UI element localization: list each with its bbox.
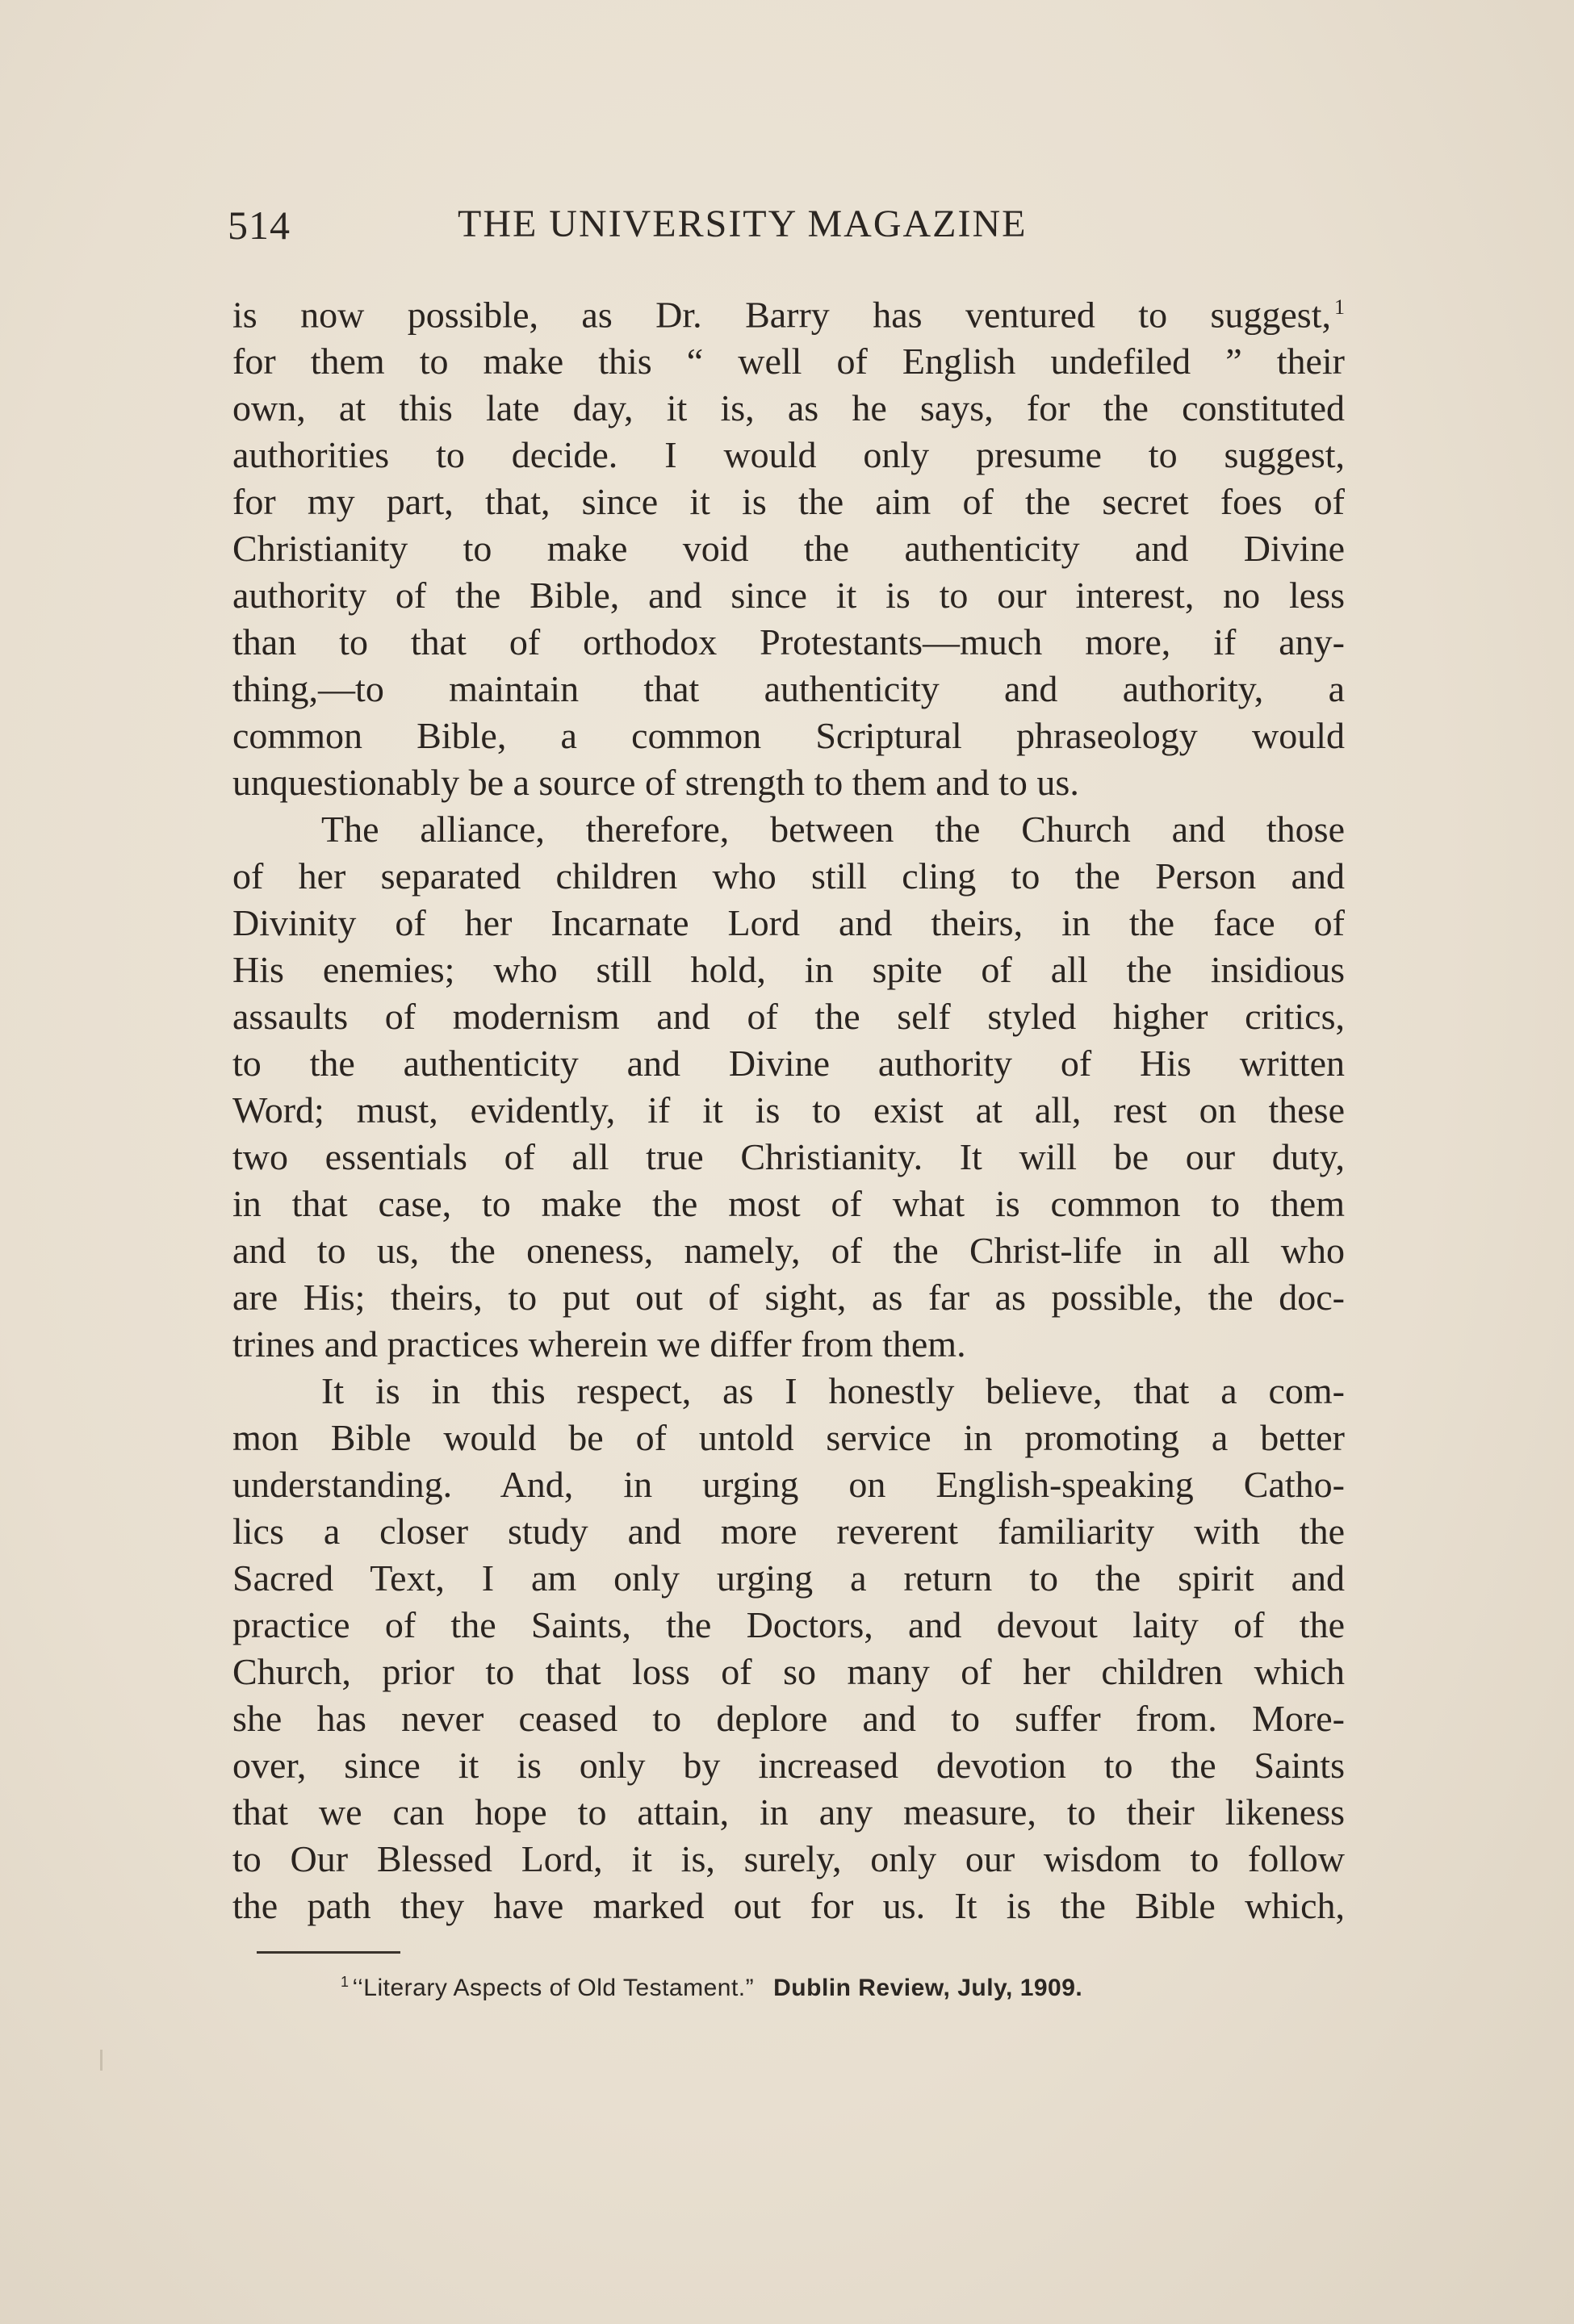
text-line: Divinity of her Incarnate Lord and theirs, in the face of [232, 902, 1345, 944]
paper-mark [100, 2050, 103, 2071]
footnote-title: ‘‘Literary Aspects of Old Testament.” [352, 1975, 755, 2001]
text-line: The alliance, therefore, between the Church and those [321, 809, 1345, 851]
text-line: and to us, the oneness, namely, of the Christ-life in all who [232, 1230, 1345, 1272]
body-text [232, 284, 1345, 1929]
text-line: assaults of modernism and of the self styled higher critics, [232, 996, 1345, 1038]
footnote-marker: 1 [341, 1974, 350, 1990]
text-line: Christianity to make void the authenticity and Divine [232, 528, 1345, 570]
text-line: lics a closer study and more reverent familiarity with the [232, 1511, 1345, 1553]
text-line: over, since it is only by increased devotion to the Saints [232, 1745, 1345, 1787]
text-line: is now possible, as Dr. Barry has ventured to suggest, $^1$ [232, 294, 1345, 336]
text-line: to the authenticity and Divine authority of His written [232, 1043, 1345, 1085]
text-line: of her separated children who still cling to the Person and [232, 855, 1345, 897]
text-line: authority of the Bible, and since it is to our interest, no less [232, 575, 1345, 617]
text-line: to Our Blessed Lord, it is, surely, only our wisdom to follow [232, 1838, 1345, 1880]
text-line: Word; must, evidently, if it is to exist at all, rest on these [232, 1089, 1345, 1131]
text-line: authorities to decide. I would only presume to suggest, [232, 434, 1345, 476]
text-line: unquestionably be a source of strength to them and to us. [232, 762, 1079, 804]
footnote-source: Dublin Review, July, 1909. [773, 1975, 1083, 2001]
text-line: own, at this late day, it is, as he says, for the constituted [232, 387, 1345, 429]
text-line: trines and practices wherein we differ from them. [232, 1323, 966, 1365]
footnote-divider [257, 1951, 400, 1954]
text-line: in that case, to make the most of what is common to them [232, 1183, 1345, 1225]
text-line: His enemies; who still hold, in spite of all the insidious [232, 949, 1345, 991]
text-line: the path they have marked out for us. It is the Bible which, [232, 1885, 1345, 1927]
footnote [341, 1974, 1342, 2002]
text-line: two essentials of all true Christianity. It will be our duty, [232, 1136, 1345, 1178]
text-line: understanding. And, in urging on English-speaking Catho- [232, 1464, 1345, 1506]
text-line: thing,—to maintain that authenticity and authority, a [232, 668, 1345, 710]
running-title: THE UNIVERSITY MAGAZINE [458, 203, 1028, 245]
text-line: are His; theirs, to put out of sight, as far as possible, the doc- [232, 1277, 1345, 1319]
text-line: mon Bible would be of untold service in promoting a better [232, 1417, 1345, 1459]
text-line: practice of the Saints, the Doctors, and devout laity of the [232, 1604, 1345, 1646]
text-line: Church, prior to that loss of so many of her children which [232, 1651, 1345, 1693]
text-line: It is in this respect, as I honestly believe, that a com- [321, 1370, 1345, 1412]
text-line: common Bible, a common Scriptural phraseology would [232, 715, 1345, 757]
text-line: she has never ceased to deplore and to suffer from. More- [232, 1698, 1345, 1740]
page-number: 514 [228, 203, 291, 248]
text-line: Sacred Text, I am only urging a return to the spirit and [232, 1557, 1345, 1599]
text-line: for my part, that, since it is the aim of the secret foes of [232, 481, 1345, 523]
footnote-reference: 1 [1334, 295, 1345, 319]
text-line: than to that of orthodox Protestants—much more, if any- [232, 621, 1345, 663]
text-line: for them to make this “ well of English undefiled ” their [232, 341, 1345, 382]
running-head [228, 202, 1358, 258]
text-line: that we can hope to attain, in any measure, to their likeness [232, 1791, 1345, 1833]
